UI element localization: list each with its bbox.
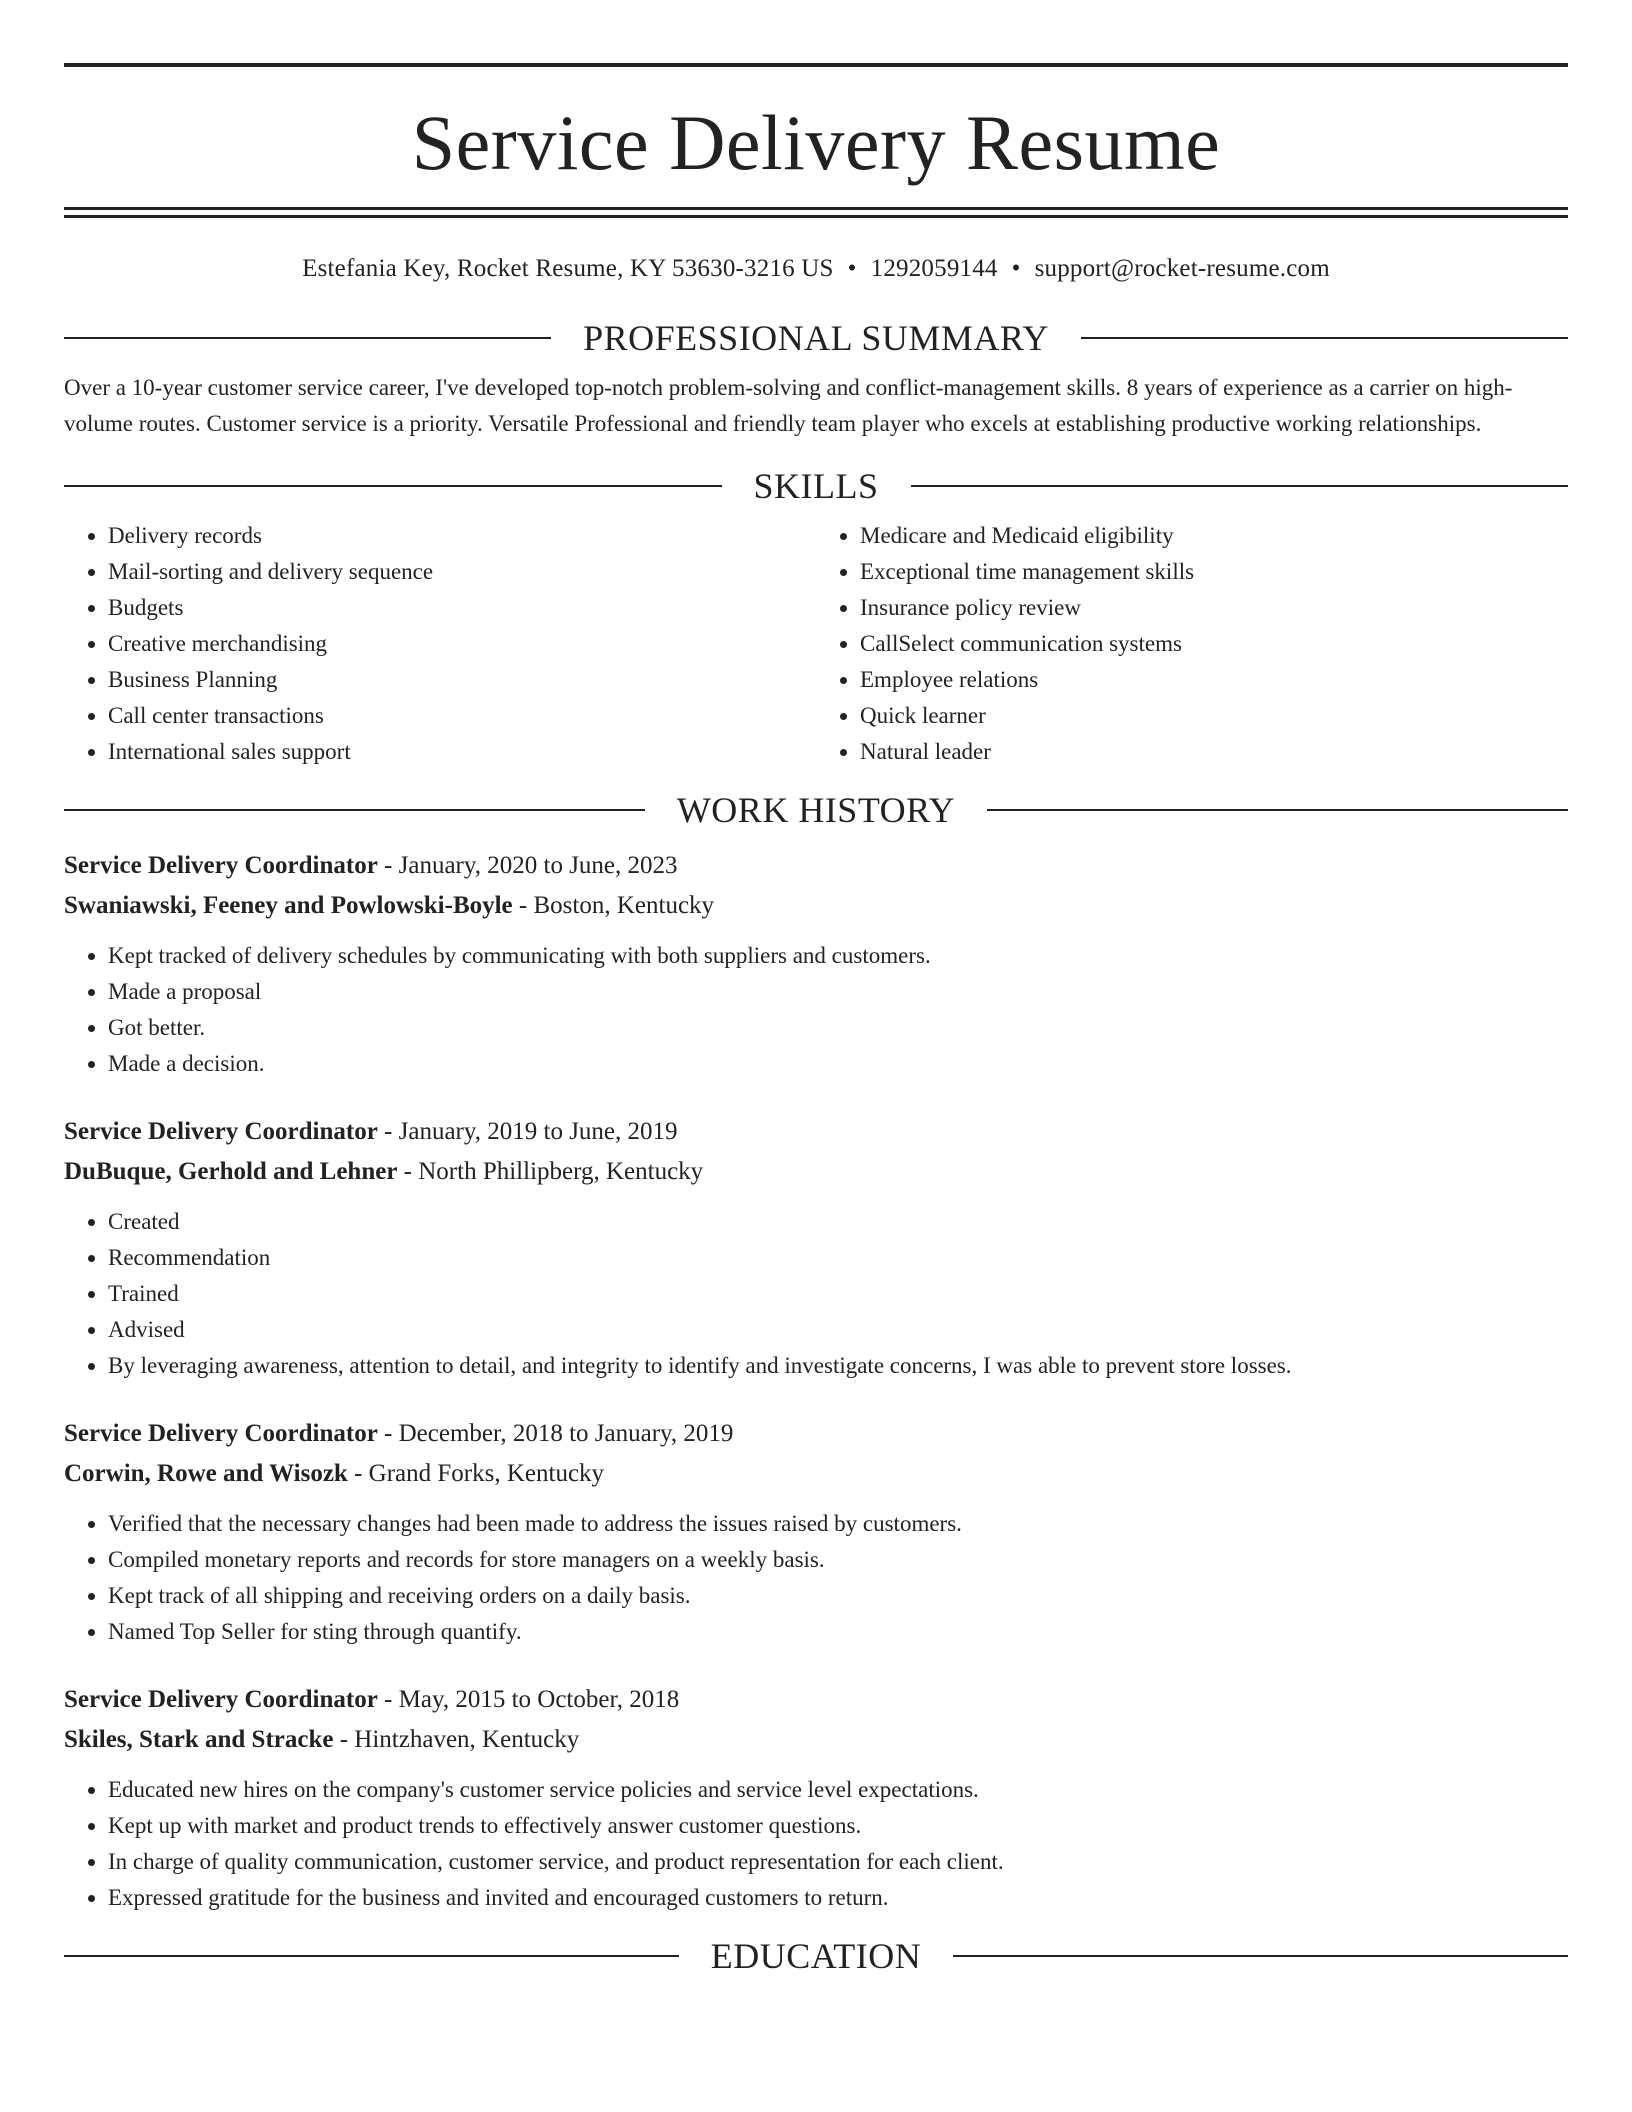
job-bullet: • Educated new hires on the company's customer service policies and service level expectations. — [108, 1772, 1568, 1808]
contact-email: support@rocket-resume.com — [1034, 255, 1330, 282]
skill-item: • Creative merchandising — [108, 626, 816, 662]
heading-rule-left — [64, 1955, 679, 1957]
job-entry — [64, 1414, 1568, 1650]
job-title: Service Delivery Coordinator — [64, 1420, 378, 1447]
contact-line — [64, 252, 1568, 286]
skills-list-left — [64, 518, 816, 770]
job-title-line — [64, 846, 1568, 886]
job-dates: - January, 2019 to June, 2019 — [384, 1118, 678, 1145]
job-title: Service Delivery Coordinator — [64, 1118, 378, 1145]
job-company: Skiles, Stark and Stracke — [64, 1726, 334, 1753]
job-bullet: • By leveraging awareness, attention to detail, and integrity to identify and investigate concerns, I was able to prevent store losses. — [108, 1348, 1568, 1384]
contact-separator: • — [847, 255, 857, 282]
job-company-line — [64, 1720, 1568, 1760]
job-dates: - May, 2015 to October, 2018 — [384, 1686, 680, 1713]
job-title: Service Delivery Coordinator — [64, 1686, 378, 1713]
job-bullet: • In charge of quality communication, customer service, and product representation for each client. — [108, 1844, 1568, 1880]
job-dates: - January, 2020 to June, 2023 — [384, 852, 678, 879]
job-bullet: • Made a decision. — [108, 1046, 1568, 1082]
skills-columns — [64, 518, 1568, 770]
heading-rule-left — [64, 809, 645, 811]
job-bullet: • Kept up with market and product trends to effectively answer customer questions. — [108, 1808, 1568, 1844]
heading-rule-right — [911, 485, 1569, 487]
job-bullets — [64, 1506, 1568, 1650]
heading-rule-right — [1081, 337, 1568, 339]
skills-heading-label: SKILLS — [753, 466, 879, 506]
skill-item: • Insurance policy review — [860, 590, 1568, 626]
skills-list-right — [816, 518, 1568, 770]
job-bullet: • Recommendation — [108, 1240, 1568, 1276]
job-bullet: • Advised — [108, 1312, 1568, 1348]
skill-item: • Medicare and Medicaid eligibility — [860, 518, 1568, 554]
job-bullet: • Created — [108, 1204, 1568, 1240]
title-double-rule — [64, 207, 1568, 218]
skill-item: • Business Planning — [108, 662, 816, 698]
contact-address: Estefania Key, Rocket Resume, KY 53630-3216 US — [302, 255, 834, 282]
job-title-line — [64, 1414, 1568, 1454]
skill-item: • Exceptional time management skills — [860, 554, 1568, 590]
job-bullet: • Kept tracked of delivery schedules by communicating with both suppliers and customers. — [108, 938, 1568, 974]
summary-heading — [64, 316, 1568, 360]
job-location: - North Phillipberg, Kentucky — [403, 1158, 704, 1185]
job-company-line — [64, 1152, 1568, 1192]
job-bullet: • Compiled monetary reports and records for store managers on a weekly basis. — [108, 1542, 1568, 1578]
job-dates: - December, 2018 to January, 2019 — [384, 1420, 734, 1447]
job-bullet: • Verified that the necessary changes had been made to address the issues raised by customers. — [108, 1506, 1568, 1542]
top-rule — [64, 63, 1568, 67]
job-company: Corwin, Rowe and Wisozk — [64, 1460, 348, 1487]
skill-item: • Budgets — [108, 590, 816, 626]
skill-item: • Mail-sorting and delivery sequence — [108, 554, 816, 590]
heading-rule-left — [64, 485, 722, 487]
job-company: DuBuque, Gerhold and Lehner — [64, 1158, 398, 1185]
contact-phone: 1292059144 — [870, 255, 998, 282]
resume-title: Service Delivery Resume — [411, 99, 1221, 186]
job-bullet: • Trained — [108, 1276, 1568, 1312]
skill-item: • CallSelect communication systems — [860, 626, 1568, 662]
job-title-line — [64, 1680, 1568, 1720]
job-bullet: • Named Top Seller for sting through quantify. — [108, 1614, 1568, 1650]
job-bullet: • Made a proposal — [108, 974, 1568, 1010]
job-bullets — [64, 938, 1568, 1082]
job-location: - Hintzhaven, Kentucky — [339, 1726, 580, 1753]
job-bullets — [64, 1204, 1568, 1384]
job-company-line — [64, 1454, 1568, 1494]
heading-rule-right — [987, 809, 1568, 811]
skill-item: • Quick learner — [860, 698, 1568, 734]
job-entry — [64, 1112, 1568, 1384]
job-title-line — [64, 1112, 1568, 1152]
heading-rule-left — [64, 337, 551, 339]
education-heading — [64, 1934, 1568, 1978]
job-bullet: • Got better. — [108, 1010, 1568, 1046]
summary-text: Over a 10-year customer service career, I've developed top-notch problem-solving and conflict-management skills. 8 years of experience as a carrier on high-volume routes. Customer service is a priority. Versatile Professional and friendly team player who excels at establishing productive working relationships. — [64, 375, 1513, 436]
resume-page — [64, 0, 1568, 1978]
skill-item: • International sales support — [108, 734, 816, 770]
skill-item: • Delivery records — [108, 518, 816, 554]
job-bullet: • Kept track of all shipping and receiving orders on a daily basis. — [108, 1578, 1568, 1614]
skill-item: • Employee relations — [860, 662, 1568, 698]
job-entry — [64, 1680, 1568, 1916]
work-heading-label: WORK HISTORY — [676, 790, 956, 830]
job-bullets — [64, 1772, 1568, 1916]
job-company: Swaniawski, Feeney and Powlowski-Boyle — [64, 892, 513, 919]
job-entry — [64, 846, 1568, 1082]
work-heading — [64, 788, 1568, 832]
job-title: Service Delivery Coordinator — [64, 852, 378, 879]
contact-separator: • — [1011, 255, 1021, 282]
education-heading-label: EDUCATION — [710, 1936, 922, 1976]
job-bullet: • Expressed gratitude for the business and invited and encouraged customers to return. — [108, 1880, 1568, 1916]
skills-heading — [64, 464, 1568, 508]
heading-rule-right — [953, 1955, 1568, 1957]
skill-item: • Call center transactions — [108, 698, 816, 734]
job-location: - Boston, Kentucky — [518, 892, 715, 919]
summary-heading-label: PROFESSIONAL SUMMARY — [583, 318, 1049, 358]
job-company-line — [64, 886, 1568, 926]
skill-item: • Natural leader — [860, 734, 1568, 770]
job-location: - Grand Forks, Kentucky — [354, 1460, 605, 1487]
